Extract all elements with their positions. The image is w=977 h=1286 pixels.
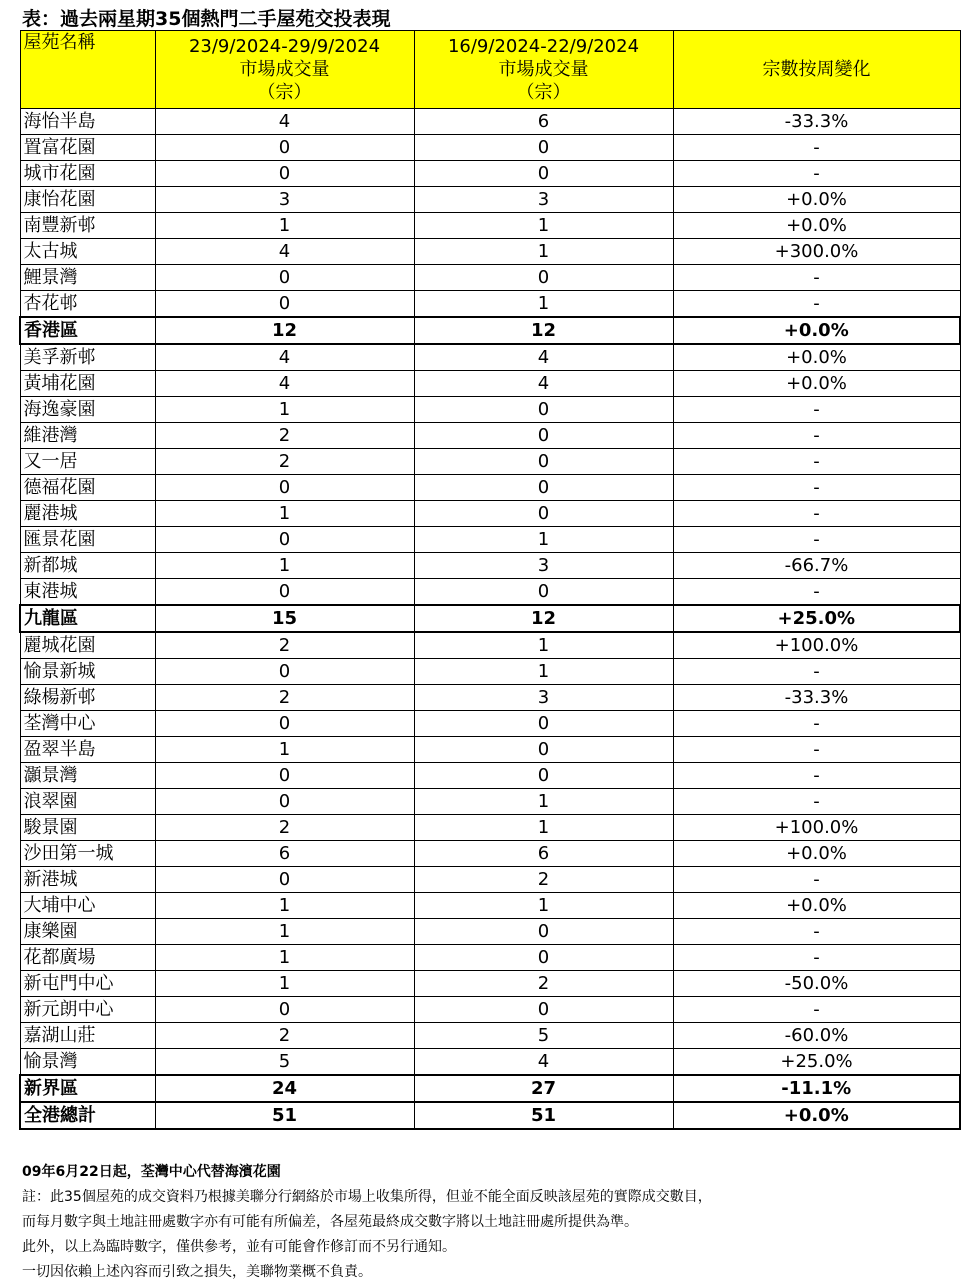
current-week-cell: 0 [155, 135, 414, 161]
estate-name-cell: 嘉湖山莊 [20, 1023, 155, 1049]
weekly-change-cell: - [673, 501, 960, 527]
weekly-change-cell: - [673, 135, 960, 161]
table-row [20, 737, 960, 763]
current-week-cell: 1 [155, 919, 414, 945]
table-row [20, 971, 960, 997]
previous-week-cell: 0 [414, 579, 673, 606]
weekly-change-cell: - [673, 919, 960, 945]
estate-name-cell: 浪翠園 [20, 789, 155, 815]
estate-name-cell: 美孚新邨 [20, 344, 155, 371]
current-week-cell: 0 [155, 763, 414, 789]
table-row [20, 527, 960, 553]
table-row [20, 291, 960, 318]
estate-name-cell: 香港區 [20, 317, 155, 344]
estate-name-cell: 康怡花園 [20, 187, 155, 213]
current-week-cell: 4 [155, 239, 414, 265]
current-week-cell: 0 [155, 161, 414, 187]
estate-name-cell: 維港灣 [20, 423, 155, 449]
previous-week-cell: 5 [414, 1023, 673, 1049]
current-week-cell: 1 [155, 737, 414, 763]
table-row [20, 632, 960, 659]
estate-name-cell: 麗城花園 [20, 632, 155, 659]
previous-week-cell: 12 [414, 605, 673, 632]
previous-week-cell: 0 [414, 135, 673, 161]
estate-name-cell: 荃灣中心 [20, 711, 155, 737]
estate-name-cell: 愉景新城 [20, 659, 155, 685]
previous-week-cell: 12 [414, 317, 673, 344]
weekly-change-cell: -66.7% [673, 553, 960, 579]
weekly-change-cell: - [673, 711, 960, 737]
weekly-change-cell: - [673, 423, 960, 449]
weekly-change-cell: - [673, 945, 960, 971]
estate-name-cell: 新都城 [20, 553, 155, 579]
previous-week-cell: 2 [414, 867, 673, 893]
weekly-change-cell: - [673, 763, 960, 789]
table-row [20, 789, 960, 815]
estate-name-cell: 東港城 [20, 579, 155, 606]
weekly-change-cell: +25.0% [673, 1049, 960, 1076]
estate-name-cell: 太古城 [20, 239, 155, 265]
table-row [20, 161, 960, 187]
table-row [20, 344, 960, 371]
estate-name-cell: 沙田第一城 [20, 841, 155, 867]
weekly-change-cell: - [673, 579, 960, 606]
table-row [20, 945, 960, 971]
previous-week-cell: 0 [414, 397, 673, 423]
previous-week-cell: 4 [414, 371, 673, 397]
previous-week-cell: 3 [414, 553, 673, 579]
previous-week-cell: 0 [414, 737, 673, 763]
weekly-change-cell: +0.0% [673, 841, 960, 867]
current-week-cell: 2 [155, 449, 414, 475]
note-line: 此外，以上為臨時數字，僅供參考，並有可能會作修訂而不另行通知。 [22, 1239, 456, 1255]
subtotal-row [20, 605, 960, 632]
table-row [20, 553, 960, 579]
weekly-change-cell: - [673, 867, 960, 893]
weekly-change-cell: +0.0% [673, 344, 960, 371]
table-row [20, 579, 960, 606]
table-row [20, 841, 960, 867]
estate-name-cell: 又一居 [20, 449, 155, 475]
estate-name-cell: 南豐新邨 [20, 213, 155, 239]
previous-week-cell: 0 [414, 919, 673, 945]
weekly-change-cell: +100.0% [673, 632, 960, 659]
estate-name-cell: 新屯門中心 [20, 971, 155, 997]
transaction-table [19, 30, 961, 1130]
weekly-change-cell: - [673, 789, 960, 815]
weekly-change-cell: +0.0% [673, 317, 960, 344]
table-row [20, 997, 960, 1023]
previous-week-cell: 0 [414, 763, 673, 789]
estate-name-cell: 鯉景灣 [20, 265, 155, 291]
table-row [20, 371, 960, 397]
previous-week-cell: 1 [414, 239, 673, 265]
estate-name-cell: 花都廣場 [20, 945, 155, 971]
previous-week-cell: 1 [414, 291, 673, 318]
table-row [20, 449, 960, 475]
table-row [20, 501, 960, 527]
estate-name-cell: 城市花園 [20, 161, 155, 187]
current-week-cell: 1 [155, 893, 414, 919]
table-row [20, 1023, 960, 1049]
current-week-cell: 6 [155, 841, 414, 867]
weekly-change-cell: - [673, 737, 960, 763]
current-week-cell: 3 [155, 187, 414, 213]
previous-week-cell: 0 [414, 997, 673, 1023]
table-row [20, 1049, 960, 1076]
estate-name-cell: 駿景園 [20, 815, 155, 841]
estate-name-cell: 新元朗中心 [20, 997, 155, 1023]
previous-week-cell: 6 [414, 841, 673, 867]
weekly-change-cell: -11.1% [673, 1075, 960, 1102]
header-week-previous: 16/9/2024-22/9/2024 市場成交量 （宗） [414, 31, 673, 109]
current-week-cell: 15 [155, 605, 414, 632]
weekly-change-cell: - [673, 527, 960, 553]
table-row [20, 815, 960, 841]
table-row [20, 659, 960, 685]
previous-week-cell: 27 [414, 1075, 673, 1102]
weekly-change-cell: +25.0% [673, 605, 960, 632]
estate-name-cell: 康樂園 [20, 919, 155, 945]
previous-week-cell: 0 [414, 475, 673, 501]
previous-week-cell: 0 [414, 423, 673, 449]
header-week-current: 23/9/2024-29/9/2024 市場成交量 （宗） [155, 31, 414, 109]
estate-name-cell: 愉景灣 [20, 1049, 155, 1076]
note-line: 09年6月22日起，荃灣中心代替海濱花園 [22, 1164, 281, 1180]
previous-week-cell: 2 [414, 971, 673, 997]
previous-week-cell: 0 [414, 161, 673, 187]
table-row [20, 919, 960, 945]
current-week-cell: 1 [155, 397, 414, 423]
previous-week-cell: 3 [414, 685, 673, 711]
table-row [20, 685, 960, 711]
weekly-change-cell: - [673, 475, 960, 501]
previous-week-cell: 1 [414, 213, 673, 239]
table-row [20, 265, 960, 291]
current-week-cell: 0 [155, 659, 414, 685]
header-row [20, 31, 960, 109]
weekly-change-cell: +0.0% [673, 893, 960, 919]
estate-name-cell: 杏花邨 [20, 291, 155, 318]
estate-name-cell: 置富花園 [20, 135, 155, 161]
previous-week-cell: 1 [414, 527, 673, 553]
estate-name-cell: 灝景灣 [20, 763, 155, 789]
previous-week-cell: 1 [414, 815, 673, 841]
current-week-cell: 1 [155, 553, 414, 579]
current-week-cell: 1 [155, 971, 414, 997]
current-week-cell: 2 [155, 423, 414, 449]
current-week-cell: 4 [155, 344, 414, 371]
table-row [20, 763, 960, 789]
table-title: 表：過去兩星期35個熱門二手屋苑交投表現 [22, 8, 391, 30]
table-row [20, 475, 960, 501]
table-row [20, 213, 960, 239]
weekly-change-cell: +0.0% [673, 187, 960, 213]
current-week-cell: 4 [155, 109, 414, 135]
weekly-change-cell: -50.0% [673, 971, 960, 997]
previous-week-cell: 4 [414, 344, 673, 371]
estate-name-cell: 黃埔花園 [20, 371, 155, 397]
current-week-cell: 51 [155, 1102, 414, 1129]
table-row [20, 423, 960, 449]
subtotal-row [20, 317, 960, 344]
header-weekly-change: 宗數按周變化 [673, 31, 960, 109]
current-week-cell: 2 [155, 685, 414, 711]
subtotal-row [20, 1075, 960, 1102]
current-week-cell: 2 [155, 632, 414, 659]
current-week-cell: 4 [155, 371, 414, 397]
previous-week-cell: 1 [414, 659, 673, 685]
current-week-cell: 2 [155, 1023, 414, 1049]
weekly-change-cell: +0.0% [673, 1102, 960, 1129]
header-estate-name: 屋苑名稱 [20, 31, 155, 109]
estate-name-cell: 新界區 [20, 1075, 155, 1102]
previous-week-cell: 0 [414, 945, 673, 971]
footnotes [22, 1160, 712, 1285]
weekly-change-cell: +0.0% [673, 371, 960, 397]
table-row [20, 135, 960, 161]
estate-name-cell: 盈翠半島 [20, 737, 155, 763]
previous-week-cell: 0 [414, 711, 673, 737]
estate-name-cell: 匯景花園 [20, 527, 155, 553]
current-week-cell: 2 [155, 815, 414, 841]
note-line: 而每月數字與土地註冊處數字亦有可能有所偏差，各屋苑最終成交數字將以土地註冊處所提供為準。 [22, 1214, 638, 1230]
table-body [20, 109, 960, 1130]
table-row [20, 867, 960, 893]
previous-week-cell: 6 [414, 109, 673, 135]
estate-name-cell: 新港城 [20, 867, 155, 893]
current-week-cell: 0 [155, 711, 414, 737]
current-week-cell: 0 [155, 475, 414, 501]
estate-name-cell: 全港總計 [20, 1102, 155, 1129]
current-week-cell: 0 [155, 579, 414, 606]
current-week-cell: 1 [155, 945, 414, 971]
previous-week-cell: 0 [414, 265, 673, 291]
estate-name-cell: 德福花園 [20, 475, 155, 501]
table-row [20, 187, 960, 213]
weekly-change-cell: -33.3% [673, 685, 960, 711]
weekly-change-cell: +0.0% [673, 213, 960, 239]
note-line: 註：此35個屋苑的成交資料乃根據美聯分行網絡於市場上收集所得，但並不能全面反映該屋苑的實際成交數目， [22, 1189, 712, 1205]
current-week-cell: 1 [155, 501, 414, 527]
weekly-change-cell: - [673, 659, 960, 685]
current-week-cell: 1 [155, 213, 414, 239]
table-row [20, 239, 960, 265]
weekly-change-cell: - [673, 449, 960, 475]
weekly-change-cell: -60.0% [673, 1023, 960, 1049]
estate-name-cell: 綠楊新邨 [20, 685, 155, 711]
previous-week-cell: 0 [414, 449, 673, 475]
previous-week-cell: 1 [414, 893, 673, 919]
table-row [20, 109, 960, 135]
weekly-change-cell: - [673, 161, 960, 187]
weekly-change-cell: +100.0% [673, 815, 960, 841]
table-row [20, 893, 960, 919]
current-week-cell: 0 [155, 291, 414, 318]
table-row [20, 711, 960, 737]
estate-name-cell: 大埔中心 [20, 893, 155, 919]
weekly-change-cell: - [673, 265, 960, 291]
previous-week-cell: 1 [414, 789, 673, 815]
weekly-change-cell: - [673, 291, 960, 318]
current-week-cell: 0 [155, 867, 414, 893]
table-row [20, 397, 960, 423]
current-week-cell: 12 [155, 317, 414, 344]
current-week-cell: 24 [155, 1075, 414, 1102]
current-week-cell: 5 [155, 1049, 414, 1076]
current-week-cell: 0 [155, 265, 414, 291]
previous-week-cell: 0 [414, 501, 673, 527]
current-week-cell: 0 [155, 789, 414, 815]
estate-name-cell: 海怡半島 [20, 109, 155, 135]
weekly-change-cell: - [673, 397, 960, 423]
note-line: 一切因依賴上述內容而引致之損失，美聯物業概不負責。 [22, 1264, 372, 1280]
weekly-change-cell: - [673, 997, 960, 1023]
weekly-change-cell: +300.0% [673, 239, 960, 265]
previous-week-cell: 1 [414, 632, 673, 659]
previous-week-cell: 51 [414, 1102, 673, 1129]
previous-week-cell: 4 [414, 1049, 673, 1076]
current-week-cell: 0 [155, 997, 414, 1023]
estate-name-cell: 麗港城 [20, 501, 155, 527]
weekly-change-cell: -33.3% [673, 109, 960, 135]
estate-name-cell: 海逸豪園 [20, 397, 155, 423]
previous-week-cell: 3 [414, 187, 673, 213]
estate-name-cell: 九龍區 [20, 605, 155, 632]
total-row [20, 1102, 960, 1129]
current-week-cell: 0 [155, 527, 414, 553]
